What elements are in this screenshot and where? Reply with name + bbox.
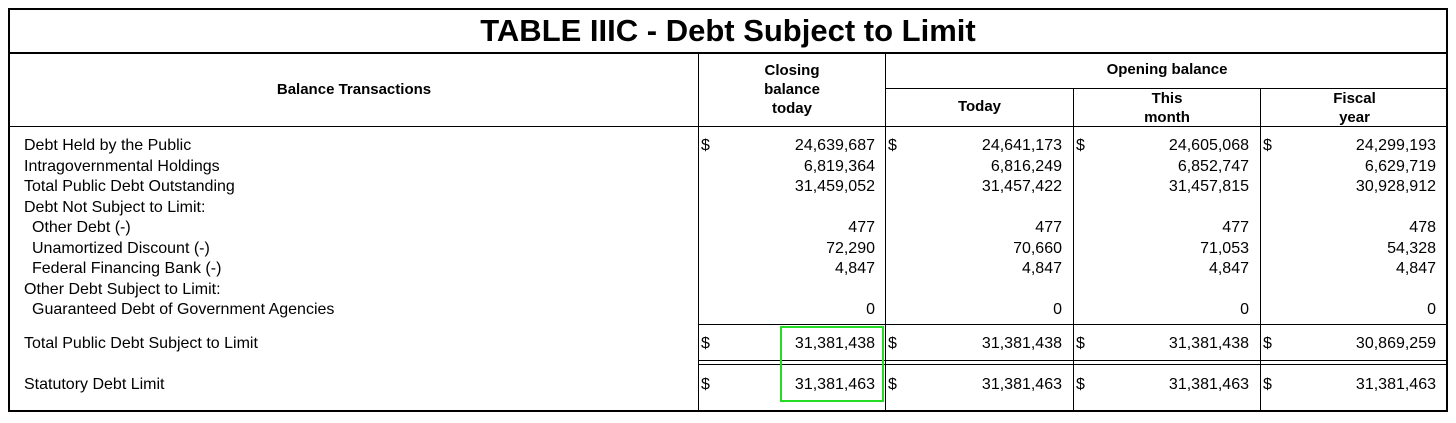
row-label: Total Public Debt Subject to Limit <box>24 335 258 352</box>
currency-symbol: $ <box>701 335 710 352</box>
row-label: Debt Not Subject to Limit: <box>24 199 206 216</box>
cell-month: 31,457,815 <box>1168 178 1249 195</box>
cell-closing: 4,847 <box>834 260 875 277</box>
currency-symbol: $ <box>888 376 897 393</box>
cell-fiscal: 478 <box>1409 219 1436 236</box>
cell-month: 31,381,438 <box>1168 335 1249 352</box>
debt-table <box>8 8 1448 412</box>
currency-symbol: $ <box>1076 137 1085 154</box>
row-label: Federal Financing Bank (-) <box>32 260 222 277</box>
cell-month: 477 <box>1222 219 1249 236</box>
closing-totals-highlight <box>780 326 884 402</box>
cell-today: 24,641,173 <box>981 137 1062 154</box>
cell-today: 70,660 <box>1013 240 1062 257</box>
row-label: Guaranteed Debt of Government Agencies <box>32 301 335 318</box>
cell-month: 6,852,747 <box>1177 158 1249 175</box>
row-label: Unamortized Discount (-) <box>32 240 210 257</box>
cell-fiscal: 0 <box>1427 301 1436 318</box>
row-label: Debt Held by the Public <box>24 137 192 154</box>
cell-fiscal: 31,381,463 <box>1355 376 1436 393</box>
header-closing-line3: today <box>771 100 812 117</box>
cell-fiscal: 30,928,912 <box>1355 178 1436 195</box>
header-closing <box>699 61 885 118</box>
table-title: TABLE IIIC - Debt Subject to Limit <box>10 10 1446 54</box>
header-closing-line2: balance <box>764 81 820 98</box>
cell-month: 24,605,068 <box>1168 137 1249 154</box>
header-fiscal-line2: year <box>1339 109 1370 126</box>
currency-symbol: $ <box>1263 137 1272 154</box>
cell-closing: 31,381,438 <box>794 335 875 352</box>
currency-symbol: $ <box>701 137 710 154</box>
header-closing-line1: Closing <box>764 62 820 79</box>
currency-symbol: $ <box>1263 335 1272 352</box>
row-label: Total Public Debt Outstanding <box>24 178 235 195</box>
currency-symbol: $ <box>888 137 897 154</box>
cell-month: 4,847 <box>1208 260 1249 277</box>
cell-fiscal: 30,869,259 <box>1355 335 1436 352</box>
header-fiscal-year <box>1261 89 1448 127</box>
cell-closing: 6,819,364 <box>803 158 875 175</box>
currency-symbol: $ <box>1076 335 1085 352</box>
header-this-month <box>1074 89 1260 127</box>
header-balance-transactions: Balance Transactions <box>276 81 432 98</box>
row-label: Statutory Debt Limit <box>24 376 165 393</box>
cell-fiscal: 6,629,719 <box>1364 158 1436 175</box>
cell-month: 31,381,463 <box>1168 376 1249 393</box>
cell-closing: 72,290 <box>826 240 875 257</box>
currency-symbol: $ <box>1076 376 1085 393</box>
cell-month: 0 <box>1240 301 1249 318</box>
header-this-month-line2: month <box>1144 109 1190 126</box>
row-label: Intragovernmental Holdings <box>24 158 220 175</box>
total-top-line <box>699 324 1448 325</box>
cell-fiscal: 54,328 <box>1387 240 1436 257</box>
cell-closing: 31,459,052 <box>794 178 875 195</box>
cell-today: 31,381,438 <box>981 335 1062 352</box>
cell-today: 4,847 <box>1021 260 1062 277</box>
cell-today: 31,457,422 <box>981 178 1062 195</box>
cell-today: 0 <box>1053 301 1062 318</box>
cell-today: 6,816,249 <box>990 158 1062 175</box>
cell-fiscal: 24,299,193 <box>1355 137 1436 154</box>
header-today: Today <box>957 98 1002 115</box>
cell-today: 477 <box>1035 219 1062 236</box>
cell-fiscal: 4,847 <box>1395 260 1436 277</box>
cell-closing: 24,639,687 <box>794 137 875 154</box>
cell-month: 71,053 <box>1200 240 1249 257</box>
row-label: Other Debt Subject to Limit: <box>24 281 221 298</box>
header-opening-balance: Opening balance <box>1106 61 1228 78</box>
header-this-month-line1: This <box>1151 90 1183 107</box>
currency-symbol: $ <box>888 335 897 352</box>
header-fiscal-line1: Fiscal <box>1333 90 1376 107</box>
currency-symbol: $ <box>1263 376 1272 393</box>
row-label: Other Debt (-) <box>32 219 131 236</box>
cell-closing: 0 <box>866 301 875 318</box>
cell-closing: 31,381,463 <box>794 376 875 393</box>
currency-symbol: $ <box>701 376 710 393</box>
cell-today: 31,381,463 <box>981 376 1062 393</box>
cell-closing: 477 <box>848 219 875 236</box>
